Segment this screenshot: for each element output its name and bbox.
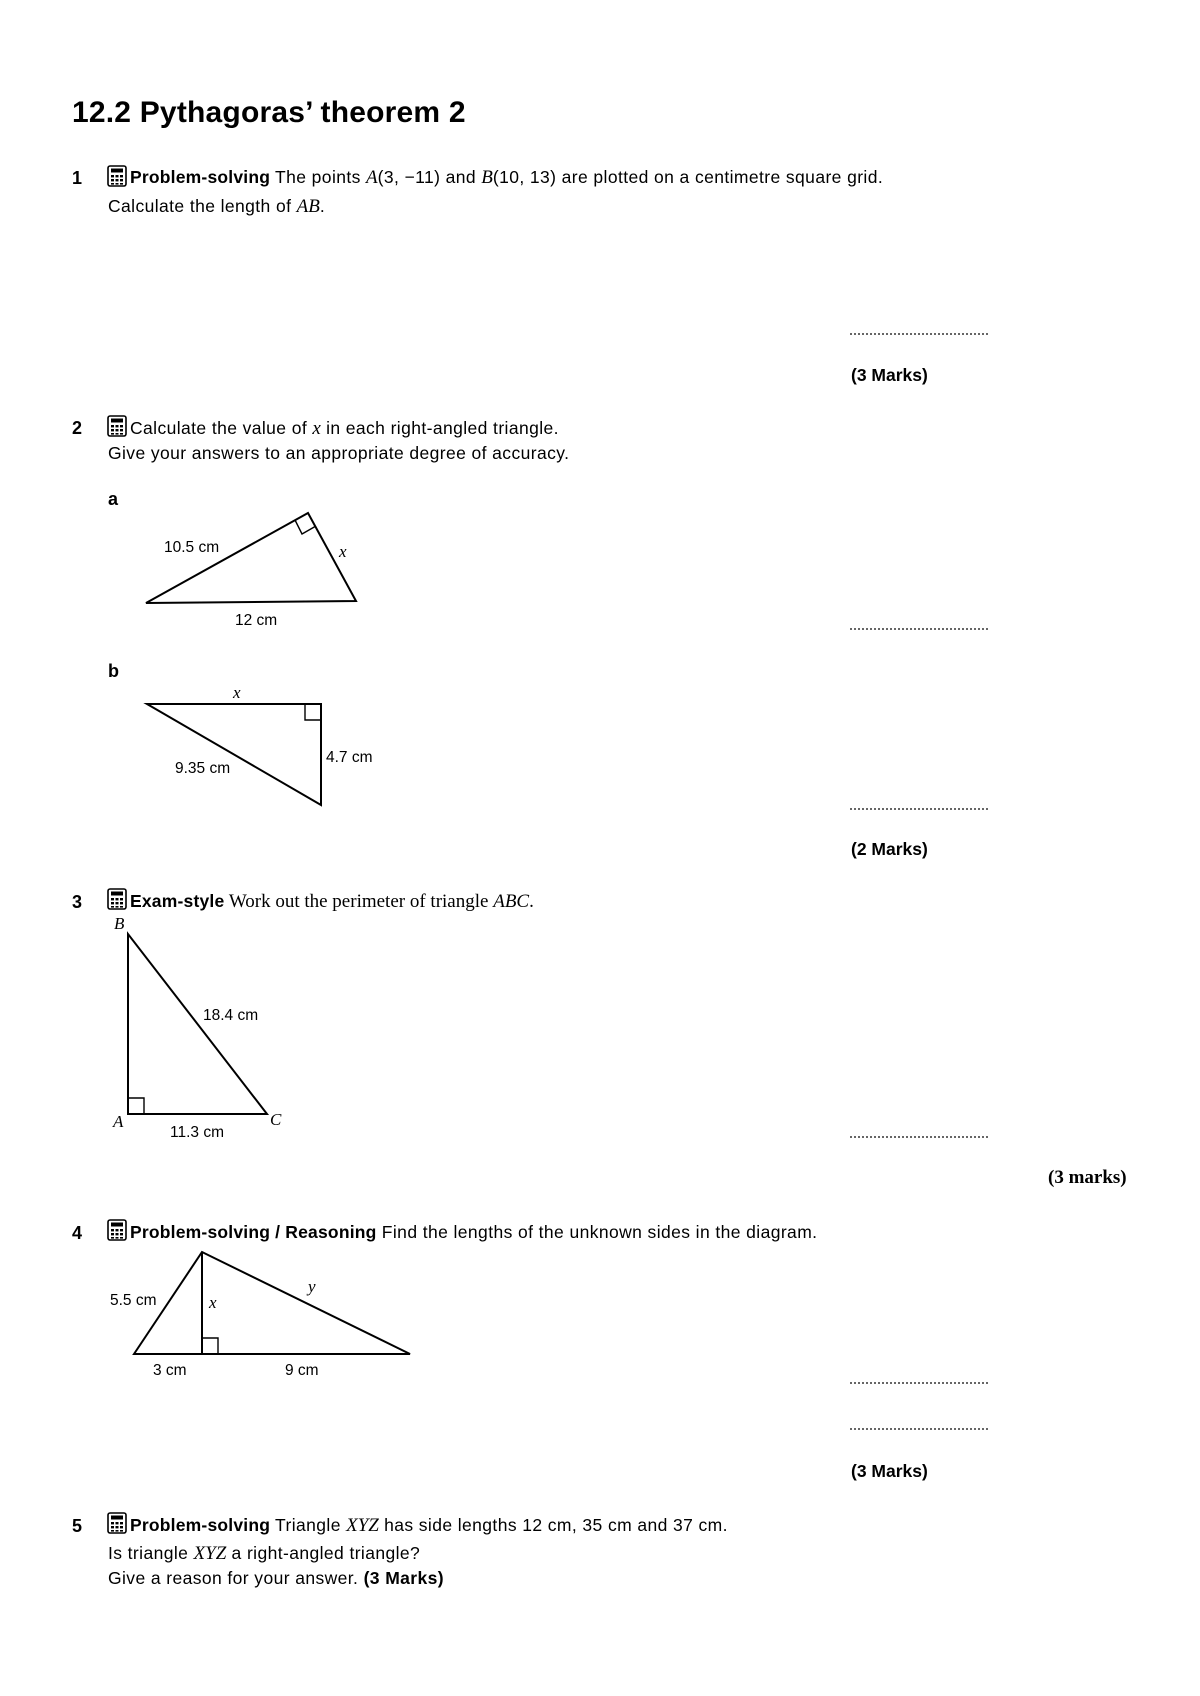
label-3-hyp: 18.4 cm <box>203 1007 259 1024</box>
question-5-line-2 <box>108 1543 420 1565</box>
answer-line-q4-1[interactable] <box>850 1382 988 1384</box>
question-2-line-2: Give your answers to an appropriate degree of accuracy. <box>108 443 570 463</box>
question-5-line-1 <box>130 1515 728 1537</box>
q5-line-2-end: a right-angled triangle? <box>226 1543 421 1563</box>
question-2-number: 2 <box>72 418 83 438</box>
answer-line-q2b[interactable] <box>850 808 988 810</box>
triangle-2b <box>147 704 321 805</box>
question-5-line-3 <box>108 1568 444 1589</box>
answer-line-q3[interactable] <box>850 1136 988 1138</box>
question-3-keyword: Exam-style <box>130 891 225 911</box>
vertex-b-label: B <box>114 914 125 933</box>
q2-variable-x: x <box>312 418 321 439</box>
q1-text-2: (3, −11) and <box>377 167 482 187</box>
q1-text-3: (10, 13) are plotted on a centimetre square grid. <box>492 167 884 187</box>
label-2a-base: 12 cm <box>235 612 278 629</box>
q1-segment-ab: AB <box>296 196 320 217</box>
triangle-abc <box>128 934 267 1114</box>
q1-line-2-end: . <box>319 196 326 216</box>
part-a-label: a <box>108 489 119 509</box>
marks-q3: (3 marks) <box>1048 1167 1127 1188</box>
calculator-icon <box>107 415 127 437</box>
q5-triangle-xyz-2: XYZ <box>193 1543 227 1564</box>
calculator-icon <box>107 1219 127 1241</box>
triangle-diagram-2a <box>130 500 370 640</box>
q5-line-3-text: Give a reason for your answer. <box>108 1568 364 1588</box>
triangle-2a <box>146 513 356 603</box>
label-2b-vert: 4.7 cm <box>326 749 373 766</box>
label-2a-side: x <box>339 542 347 561</box>
label-2a-hyp: 10.5 cm <box>164 539 220 556</box>
q3-text-1: Work out the perimeter of triangle <box>224 891 494 912</box>
label-3-base: 11.3 cm <box>170 1124 224 1140</box>
label-4-left: 5.5 cm <box>110 1292 157 1309</box>
vertex-c-label: C <box>270 1110 282 1129</box>
right-angle-marker-4 <box>202 1338 218 1354</box>
q2-text-1: Calculate the value of <box>130 418 313 438</box>
marks-q5: (3 Marks) <box>363 1568 445 1588</box>
q1-text-1: The points <box>270 167 367 187</box>
label-2b-hyp: 9.35 cm <box>175 760 231 777</box>
triangle-diagram-2b <box>130 680 390 810</box>
q1-point-b: B <box>481 167 493 188</box>
question-1-number: 1 <box>72 168 83 188</box>
answer-line-q2a[interactable] <box>850 628 988 630</box>
marks-q1: (3 Marks) <box>851 365 928 385</box>
label-4-base-left: 3 cm <box>153 1362 187 1379</box>
q3-triangle-abc: ABC <box>493 891 530 912</box>
q1-line-2-text: Calculate the length of <box>108 196 297 216</box>
question-5-keyword: Problem-solving <box>130 1515 271 1535</box>
marks-q2: (2 Marks) <box>851 839 928 859</box>
calculator-icon <box>107 1512 127 1534</box>
label-4-base-right: 9 cm <box>285 1362 319 1379</box>
label-4-x: x <box>209 1293 217 1312</box>
question-1-line-2 <box>108 196 325 218</box>
question-2-line-1 <box>130 418 559 440</box>
q5-triangle-xyz: XYZ <box>346 1515 379 1536</box>
q5-text-2: has side lengths 12 cm, 35 cm and 37 cm. <box>378 1515 728 1535</box>
question-3-number: 3 <box>72 892 83 912</box>
question-1-line-1 <box>130 167 883 189</box>
vertex-a-label: A <box>113 1112 124 1131</box>
answer-line-q1[interactable] <box>850 333 988 335</box>
q5-text-1: Triangle <box>270 1515 347 1535</box>
triangle-diagram-3 <box>105 910 295 1140</box>
part-b-label: b <box>108 661 119 681</box>
question-5-number: 5 <box>72 1516 83 1536</box>
question-4-keyword: Problem-solving / Reasoning <box>130 1222 377 1242</box>
marks-q4: (3 Marks) <box>851 1461 928 1481</box>
right-angle-marker-2b <box>305 704 321 720</box>
q4-text-1: Find the lengths of the unknown sides in the diagram. <box>376 1222 818 1242</box>
triangle-diagram-4 <box>100 1244 420 1384</box>
calculator-icon <box>107 888 127 910</box>
label-2b-top: x <box>233 683 241 702</box>
triangle-4-outline <box>134 1252 410 1354</box>
calculator-icon <box>107 165 127 187</box>
right-angle-marker-3 <box>128 1098 144 1114</box>
question-4-number: 4 <box>72 1223 83 1243</box>
label-4-y: y <box>308 1277 316 1296</box>
page-title: 12.2 Pythagoras’ theorem 2 <box>72 96 466 129</box>
q2-text-2: in each right-angled triangle. <box>320 418 559 438</box>
q1-point-a: A <box>366 167 378 188</box>
q3-text-2: . <box>529 891 535 912</box>
q5-line-2-text: Is triangle <box>108 1543 194 1563</box>
question-1-keyword: Problem-solving <box>130 167 271 187</box>
question-4-line-1 <box>130 1222 817 1243</box>
answer-line-q4-2[interactable] <box>850 1428 988 1430</box>
